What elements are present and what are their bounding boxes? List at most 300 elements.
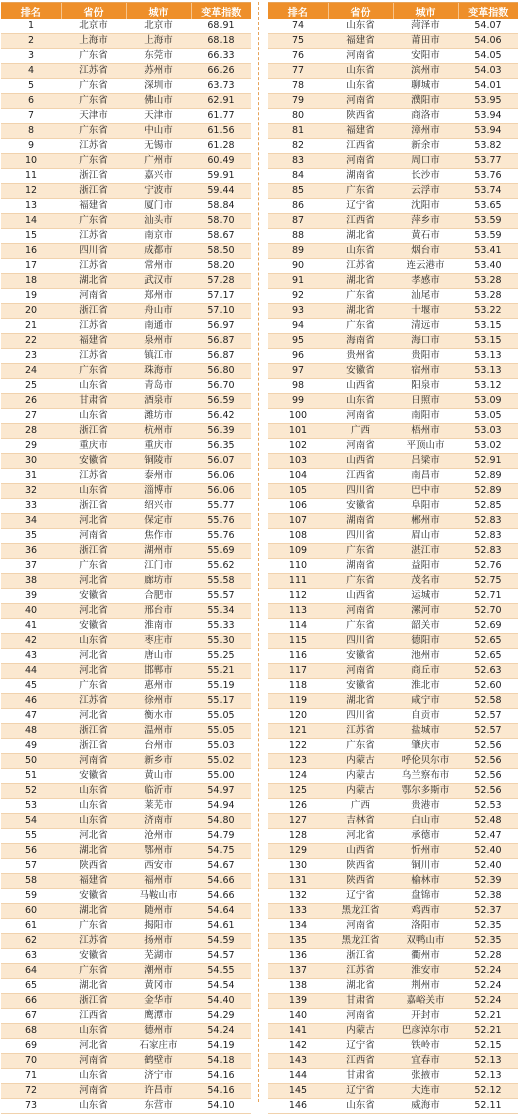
cell-index: 52.15: [458, 1039, 518, 1054]
cell-province: 内蒙古: [328, 754, 393, 769]
cell-index: 56.39: [191, 424, 251, 439]
cell-province: 湖北省: [61, 844, 126, 859]
table-row: [1, 304, 251, 319]
cell-city: 温州市: [126, 724, 191, 739]
cell-rank: 120: [268, 709, 328, 724]
cell-rank: 95: [268, 334, 328, 349]
cell-index: 54.94: [191, 799, 251, 814]
cell-province: 安徽省: [61, 889, 126, 904]
table-row: [268, 619, 518, 634]
cell-rank: 92: [268, 289, 328, 304]
table-row: [1, 259, 251, 274]
cell-index: 52.57: [458, 724, 518, 739]
cell-rank: 110: [268, 559, 328, 574]
cell-province: 吉林省: [328, 814, 393, 829]
table-row: [268, 889, 518, 904]
table-row: [268, 874, 518, 889]
table-row: [268, 169, 518, 184]
cell-province: 福建省: [328, 124, 393, 139]
cell-index: 52.83: [458, 514, 518, 529]
table-row: [1, 439, 251, 454]
cell-city: 滨州市: [393, 64, 458, 79]
table-row: [1, 889, 251, 904]
cell-index: 52.65: [458, 634, 518, 649]
header-index: 变革指数: [458, 3, 518, 19]
table-row: [1, 469, 251, 484]
cell-rank: 32: [1, 484, 61, 499]
table-row: [1, 454, 251, 469]
cell-province: 安徽省: [61, 769, 126, 784]
cell-rank: 5: [1, 79, 61, 94]
cell-city: 湖州市: [126, 544, 191, 559]
cell-city: 镇江市: [126, 349, 191, 364]
cell-province: 河北省: [61, 829, 126, 844]
table-row: [268, 214, 518, 229]
cell-city: 衢州市: [393, 949, 458, 964]
cell-province: 江西省: [328, 1054, 393, 1069]
cell-index: 53.65: [458, 199, 518, 214]
cell-index: 55.00: [191, 769, 251, 784]
table-row: [268, 574, 518, 589]
cell-rank: 38: [1, 574, 61, 589]
cell-index: 55.30: [191, 634, 251, 649]
cell-index: 54.66: [191, 874, 251, 889]
cell-city: 邯郸市: [126, 664, 191, 679]
table-row: [1, 829, 251, 844]
table-row: [1, 904, 251, 919]
cell-index: 55.58: [191, 574, 251, 589]
cell-rank: 106: [268, 499, 328, 514]
table-row: [1, 574, 251, 589]
cell-rank: 65: [1, 979, 61, 994]
cell-index: 53.40: [458, 259, 518, 274]
cell-province: 江苏省: [61, 469, 126, 484]
table-row: [268, 784, 518, 799]
header-rank: 排名: [268, 3, 328, 19]
table-row: [1, 289, 251, 304]
cell-city: 绍兴市: [126, 499, 191, 514]
cell-city: 成都市: [126, 244, 191, 259]
table-row: [268, 469, 518, 484]
cell-province: 黑龙江省: [328, 934, 393, 949]
table-row: [268, 559, 518, 574]
cell-index: 53.59: [458, 229, 518, 244]
cell-rank: 109: [268, 544, 328, 559]
cell-rank: 141: [268, 1024, 328, 1039]
table-row: [1, 19, 251, 34]
cell-city: 济南市: [126, 814, 191, 829]
cell-rank: 37: [1, 559, 61, 574]
cell-province: 湖南省: [328, 514, 393, 529]
cell-index: 54.40: [191, 994, 251, 1009]
cell-rank: 41: [1, 619, 61, 634]
cell-city: 清远市: [393, 319, 458, 334]
cell-city: 莆田市: [393, 34, 458, 49]
cell-city: 淮南市: [126, 619, 191, 634]
cell-rank: 4: [1, 64, 61, 79]
cell-city: 沧州市: [126, 829, 191, 844]
cell-index: 54.24: [191, 1024, 251, 1039]
cell-province: 河北省: [61, 604, 126, 619]
cell-province: 江苏省: [61, 934, 126, 949]
cell-rank: 73: [1, 1099, 61, 1114]
table-row: [1, 1084, 251, 1099]
cell-province: 河北省: [61, 709, 126, 724]
table-row: [1, 1009, 251, 1024]
cell-index: 52.83: [458, 544, 518, 559]
table-row: [1, 319, 251, 334]
cell-index: 54.10: [191, 1099, 251, 1114]
cell-province: 湖南省: [328, 559, 393, 574]
cell-province: 河南省: [328, 664, 393, 679]
cell-index: 52.60: [458, 679, 518, 694]
cell-rank: 25: [1, 379, 61, 394]
cell-rank: 116: [268, 649, 328, 664]
cell-index: 52.56: [458, 754, 518, 769]
cell-rank: 122: [268, 739, 328, 754]
cell-rank: 46: [1, 694, 61, 709]
cell-province: 内蒙古: [328, 769, 393, 784]
cell-city: 嘉峪关市: [393, 994, 458, 1009]
ranking-table-right: [268, 2, 518, 1114]
cell-province: 山东省: [61, 1024, 126, 1039]
cell-province: 四川省: [328, 529, 393, 544]
cell-province: 广东省: [61, 364, 126, 379]
cell-index: 52.35: [458, 934, 518, 949]
cell-index: 54.59: [191, 934, 251, 949]
table-row: [268, 844, 518, 859]
cell-rank: 105: [268, 484, 328, 499]
cell-province: 广东省: [61, 214, 126, 229]
header-city: 城市: [126, 3, 191, 19]
cell-index: 53.76: [458, 169, 518, 184]
cell-rank: 33: [1, 499, 61, 514]
cell-province: 福建省: [61, 199, 126, 214]
cell-city: 洛阳市: [393, 919, 458, 934]
cell-city: 双鸭山市: [393, 934, 458, 949]
cell-province: 山东省: [328, 19, 393, 34]
table-row: [1, 619, 251, 634]
cell-index: 52.11: [458, 1099, 518, 1114]
cell-index: 58.84: [191, 199, 251, 214]
cell-province: 广东省: [328, 574, 393, 589]
cell-rank: 138: [268, 979, 328, 994]
table-row: [268, 244, 518, 259]
cell-city: 金华市: [126, 994, 191, 1009]
table-row: [268, 514, 518, 529]
cell-city: 商丘市: [393, 664, 458, 679]
cell-rank: 114: [268, 619, 328, 634]
cell-province: 广东省: [61, 919, 126, 934]
cell-province: 广东省: [61, 679, 126, 694]
cell-rank: 61: [1, 919, 61, 934]
table-row: [1, 79, 251, 94]
cell-rank: 20: [1, 304, 61, 319]
table-row: [268, 34, 518, 49]
cell-index: 66.26: [191, 64, 251, 79]
cell-city: 台州市: [126, 739, 191, 754]
cell-city: 眉山市: [393, 529, 458, 544]
table-row: [1, 1099, 251, 1114]
cell-province: 安徽省: [61, 589, 126, 604]
cell-index: 55.77: [191, 499, 251, 514]
table-row: [268, 259, 518, 274]
cell-index: 55.76: [191, 529, 251, 544]
cell-rank: 75: [268, 34, 328, 49]
cell-rank: 71: [1, 1069, 61, 1084]
cell-index: 52.24: [458, 979, 518, 994]
cell-index: 68.91: [191, 19, 251, 34]
cell-city: 郑州市: [126, 289, 191, 304]
cell-index: 55.33: [191, 619, 251, 634]
header-province: 省份: [61, 3, 126, 19]
cell-rank: 7: [1, 109, 61, 124]
cell-city: 石家庄市: [126, 1039, 191, 1054]
cell-province: 广西: [328, 424, 393, 439]
cell-city: 十堰市: [393, 304, 458, 319]
cell-index: 52.28: [458, 949, 518, 964]
cell-province: 山东省: [328, 244, 393, 259]
cell-province: 河北省: [61, 664, 126, 679]
table-row: [1, 649, 251, 664]
cell-index: 53.13: [458, 349, 518, 364]
cell-province: 山东省: [61, 799, 126, 814]
cell-rank: 47: [1, 709, 61, 724]
cell-city: 宜春市: [393, 1054, 458, 1069]
table-row: [268, 379, 518, 394]
cell-province: 山西省: [328, 589, 393, 604]
cell-city: 韶关市: [393, 619, 458, 634]
cell-city: 北京市: [126, 19, 191, 34]
cell-rank: 24: [1, 364, 61, 379]
cell-rank: 103: [268, 454, 328, 469]
table-row: [1, 379, 251, 394]
cell-rank: 2: [1, 34, 61, 49]
table-row: [268, 769, 518, 784]
cell-rank: 53: [1, 799, 61, 814]
cell-rank: 66: [1, 994, 61, 1009]
table-row: [1, 199, 251, 214]
cell-rank: 93: [268, 304, 328, 319]
cell-province: 江西省: [61, 1009, 126, 1024]
cell-index: 52.40: [458, 859, 518, 874]
cell-rank: 101: [268, 424, 328, 439]
cell-city: 福州市: [126, 874, 191, 889]
table-row: [268, 979, 518, 994]
cell-city: 盘锦市: [393, 889, 458, 904]
table-row: [268, 289, 518, 304]
cell-city: 中山市: [126, 124, 191, 139]
cell-index: 56.87: [191, 349, 251, 364]
cell-index: 53.95: [458, 94, 518, 109]
cell-rank: 64: [1, 964, 61, 979]
cell-index: 61.28: [191, 139, 251, 154]
cell-city: 郴州市: [393, 514, 458, 529]
cell-province: 江西省: [328, 139, 393, 154]
cell-city: 开封市: [393, 1009, 458, 1024]
cell-city: 呼伦贝尔市: [393, 754, 458, 769]
table-row: [268, 484, 518, 499]
cell-city: 益阳市: [393, 559, 458, 574]
cell-index: 56.07: [191, 454, 251, 469]
cell-index: 54.97: [191, 784, 251, 799]
cell-index: 52.39: [458, 874, 518, 889]
cell-index: 52.63: [458, 664, 518, 679]
table-row: [1, 424, 251, 439]
cell-province: 河南省: [328, 439, 393, 454]
cell-rank: 8: [1, 124, 61, 139]
cell-rank: 132: [268, 889, 328, 904]
cell-index: 52.24: [458, 994, 518, 1009]
cell-rank: 117: [268, 664, 328, 679]
cell-city: 广州市: [126, 154, 191, 169]
cell-city: 无锡市: [126, 139, 191, 154]
cell-index: 52.91: [458, 454, 518, 469]
cell-province: 山东省: [328, 79, 393, 94]
cell-index: 55.34: [191, 604, 251, 619]
table-row: [268, 829, 518, 844]
table-row: [1, 94, 251, 109]
cell-province: 重庆市: [61, 439, 126, 454]
cell-city: 马鞍山市: [126, 889, 191, 904]
cell-rank: 88: [268, 229, 328, 244]
cell-city: 佛山市: [126, 94, 191, 109]
table-row: [268, 19, 518, 34]
cell-index: 53.94: [458, 109, 518, 124]
cell-city: 南昌市: [393, 469, 458, 484]
cell-index: 53.94: [458, 124, 518, 139]
cell-index: 55.76: [191, 514, 251, 529]
cell-index: 52.65: [458, 649, 518, 664]
cell-city: 天津市: [126, 109, 191, 124]
cell-rank: 52: [1, 784, 61, 799]
cell-index: 54.64: [191, 904, 251, 919]
cell-rank: 89: [268, 244, 328, 259]
cell-index: 54.54: [191, 979, 251, 994]
cell-rank: 87: [268, 214, 328, 229]
cell-rank: 108: [268, 529, 328, 544]
table-row: [268, 1084, 518, 1099]
cell-province: 江苏省: [61, 259, 126, 274]
table-row: [268, 814, 518, 829]
cell-city: 淄博市: [126, 484, 191, 499]
table-row: [268, 859, 518, 874]
cell-rank: 13: [1, 199, 61, 214]
cell-rank: 57: [1, 859, 61, 874]
table-row: [268, 439, 518, 454]
cell-province: 安徽省: [328, 364, 393, 379]
cell-index: 52.56: [458, 769, 518, 784]
table-row: [1, 1024, 251, 1039]
cell-province: 浙江省: [61, 544, 126, 559]
cell-city: 淮安市: [393, 964, 458, 979]
table-row: [1, 154, 251, 169]
cell-province: 北京市: [61, 19, 126, 34]
table-row: [1, 394, 251, 409]
cell-index: 53.74: [458, 184, 518, 199]
cell-index: 53.13: [458, 364, 518, 379]
cell-index: 56.70: [191, 379, 251, 394]
cell-city: 南京市: [126, 229, 191, 244]
cell-index: 61.56: [191, 124, 251, 139]
table-row: [268, 544, 518, 559]
cell-province: 安徽省: [328, 649, 393, 664]
table-row: [268, 1054, 518, 1069]
cell-city: 揭阳市: [126, 919, 191, 934]
table-row: [268, 1039, 518, 1054]
cell-province: 广东省: [328, 619, 393, 634]
cell-province: 福建省: [61, 874, 126, 889]
cell-province: 广东省: [61, 559, 126, 574]
table-body: [1, 19, 251, 1114]
cell-index: 54.18: [191, 1054, 251, 1069]
cell-city: 海口市: [393, 334, 458, 349]
cell-province: 四川省: [328, 709, 393, 724]
table-row: [268, 964, 518, 979]
cell-index: 52.13: [458, 1069, 518, 1084]
cell-city: 济宁市: [126, 1069, 191, 1084]
cell-index: 62.91: [191, 94, 251, 109]
cell-rank: 12: [1, 184, 61, 199]
cell-province: 广东省: [328, 544, 393, 559]
cell-province: 河南省: [328, 49, 393, 64]
cell-city: 新余市: [393, 139, 458, 154]
cell-city: 忻州市: [393, 844, 458, 859]
cell-city: 青岛市: [126, 379, 191, 394]
table-row: [1, 529, 251, 544]
table-row: [268, 589, 518, 604]
cell-rank: 18: [1, 274, 61, 289]
cell-rank: 126: [268, 799, 328, 814]
cell-index: 55.25: [191, 649, 251, 664]
table-row: [1, 274, 251, 289]
cell-province: 广东省: [328, 739, 393, 754]
table-row: [268, 184, 518, 199]
cell-index: 57.17: [191, 289, 251, 304]
cell-province: 陕西省: [61, 859, 126, 874]
table-row: [1, 979, 251, 994]
cell-province: 甘肃省: [328, 1069, 393, 1084]
cell-index: 52.89: [458, 469, 518, 484]
cell-city: 衡水市: [126, 709, 191, 724]
cell-rank: 83: [268, 154, 328, 169]
cell-rank: 54: [1, 814, 61, 829]
table-row: [1, 334, 251, 349]
cell-index: 54.57: [191, 949, 251, 964]
cell-rank: 76: [268, 49, 328, 64]
cell-rank: 127: [268, 814, 328, 829]
cell-index: 55.02: [191, 754, 251, 769]
cell-province: 广东省: [61, 94, 126, 109]
cell-province: 安徽省: [61, 619, 126, 634]
cell-rank: 146: [268, 1099, 328, 1114]
cell-province: 甘肃省: [328, 994, 393, 1009]
cell-province: 河南省: [61, 529, 126, 544]
cell-index: 55.03: [191, 739, 251, 754]
table-row: [1, 694, 251, 709]
table-row: [268, 649, 518, 664]
ranking-table: [1, 3, 251, 1114]
cell-city: 许昌市: [126, 1084, 191, 1099]
table-row: [268, 154, 518, 169]
cell-index: 54.07: [458, 19, 518, 34]
table-row: [268, 1009, 518, 1024]
cell-index: 53.59: [458, 214, 518, 229]
cell-city: 惠州市: [126, 679, 191, 694]
table-row: [1, 664, 251, 679]
header-city: 城市: [393, 3, 458, 19]
cell-city: 荆州市: [393, 979, 458, 994]
